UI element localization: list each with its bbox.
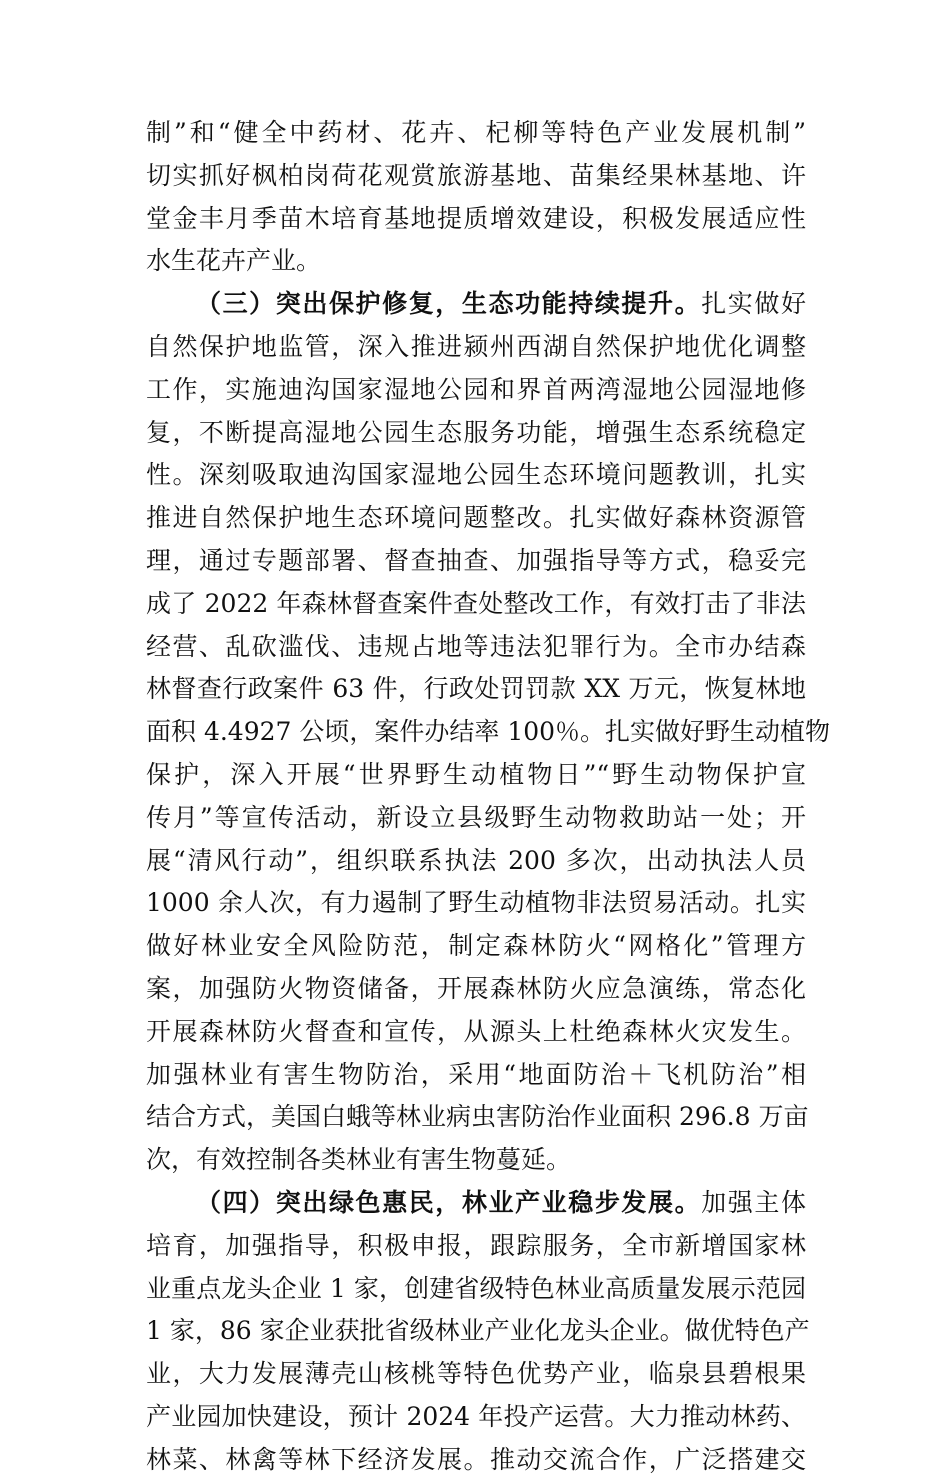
paragraph-line: 做好林业安全风险防范，制定森林防火“网格化”管理方 xyxy=(146,931,806,961)
paragraph-line: 业重点龙头企业 1 家，创建省级特色林业高质量发展示范园 xyxy=(146,1273,806,1303)
paragraph-first-line xyxy=(146,1182,806,1225)
paragraph-line: 经营、乱砍滥伐、违规占地等违法犯罪行为。全市办结森 xyxy=(146,631,806,661)
paragraph-line: 保护，深入开展“世界野生动植物日”“野生动物保护宣 xyxy=(146,759,806,789)
paragraph-line: 制”和“健全中药材、花卉、杞柳等特色产业发展机制” xyxy=(146,118,806,147)
paragraph-line: 面积 4.4927 公顷，案件办结率 100％。扎实做好野生动植物 xyxy=(146,717,831,747)
paragraph-line: 切实抓好枫柏岗荷花观赏旅游基地、苗集经果林基地、许 xyxy=(146,160,806,190)
paragraph-line: 水生花卉产业。 xyxy=(146,246,322,276)
paragraph-text: 加强主体 xyxy=(701,1187,806,1217)
paragraph-line: 案，加强防火物资储备，开展森林防火应急演练，常态化 xyxy=(146,973,806,1003)
paragraph-line: 传月”等宣传活动，新设立县级野生动物救助站一处；开 xyxy=(146,802,806,832)
paragraph-text: 扎实做好 xyxy=(701,289,806,319)
section-heading-3: （三）突出保护修复，生态功能持续提升。 xyxy=(196,289,702,319)
paragraph-line: 堂金丰月季苗木培育基地提质增效建设，积极发展适应性 xyxy=(146,203,806,233)
paragraph-line: 推进自然保护地生态环境问题整改。扎实做好森林资源管 xyxy=(146,503,806,533)
paragraph-line: 复，不断提高湿地公园生态服务功能，增强生态系统稳定 xyxy=(146,417,806,447)
paragraph-line: 成了 2022 年森林督查案件查处整改工作，有效打击了非法 xyxy=(146,588,806,618)
paragraph-line: 业，大力发展薄壳山核桃等特色优势产业，临泉县碧根果 xyxy=(146,1359,806,1389)
paragraph-line: 林督查行政案件 63 件，行政处罚罚款 XX 万元，恢复林地 xyxy=(146,674,806,704)
paragraph-3 xyxy=(146,1182,810,1482)
paragraph-line: 结合方式，美国白蛾等林业病虫害防治作业面积 296.8 万亩 xyxy=(146,1102,809,1132)
paragraph-line: 开展森林防火督查和宣传，从源头上杜绝森林火灾发生。 xyxy=(146,1016,806,1046)
paragraph-line: 产业园加快建设，预计 2024 年投产运营。大力推动林药、 xyxy=(146,1401,806,1431)
paragraph-line: 理，通过专题部署、督查抽查、加强指导等方式，稳妥完 xyxy=(146,545,806,575)
paragraph-1 xyxy=(146,112,806,283)
section-heading-4: （四）突出绿色惠民，林业产业稳步发展。 xyxy=(196,1187,702,1217)
paragraph-line: 自然保护地监管，深入推进颍州西湖自然保护地优化调整 xyxy=(146,331,806,361)
paragraph-first-line xyxy=(146,283,806,326)
document-body xyxy=(146,112,831,1482)
paragraph-line: 1000 余人次，有力遏制了野生动植物非法贸易活动。扎实 xyxy=(146,888,806,918)
paragraph-line: 林菜、林禽等林下经济发展。推动交流合作，广泛搭建交 xyxy=(146,1444,806,1474)
paragraph-line: 性。深刻吸取迪沟国家湿地公园生态环境问题教训，扎实 xyxy=(146,460,806,490)
paragraph-line: 次，有效控制各类林业有害生物蔓延。 xyxy=(146,1145,572,1175)
paragraph-line: 培育，加强指导，积极申报，跟踪服务，全市新增国家林 xyxy=(146,1230,806,1260)
paragraph-2 xyxy=(146,283,831,1182)
paragraph-line: 工作，实施迪沟国家湿地公园和界首两湾湿地公园湿地修 xyxy=(146,374,806,404)
paragraph-line: 展“清风行动”，组织联系执法 200 多次，出动执法人员 xyxy=(146,845,806,875)
paragraph-line: 加强林业有害生物防治，采用“地面防治＋飞机防治”相 xyxy=(146,1059,806,1089)
paragraph-line: 1 家，86 家企业获批省级林业产业化龙头企业。做优特色产 xyxy=(146,1316,810,1346)
